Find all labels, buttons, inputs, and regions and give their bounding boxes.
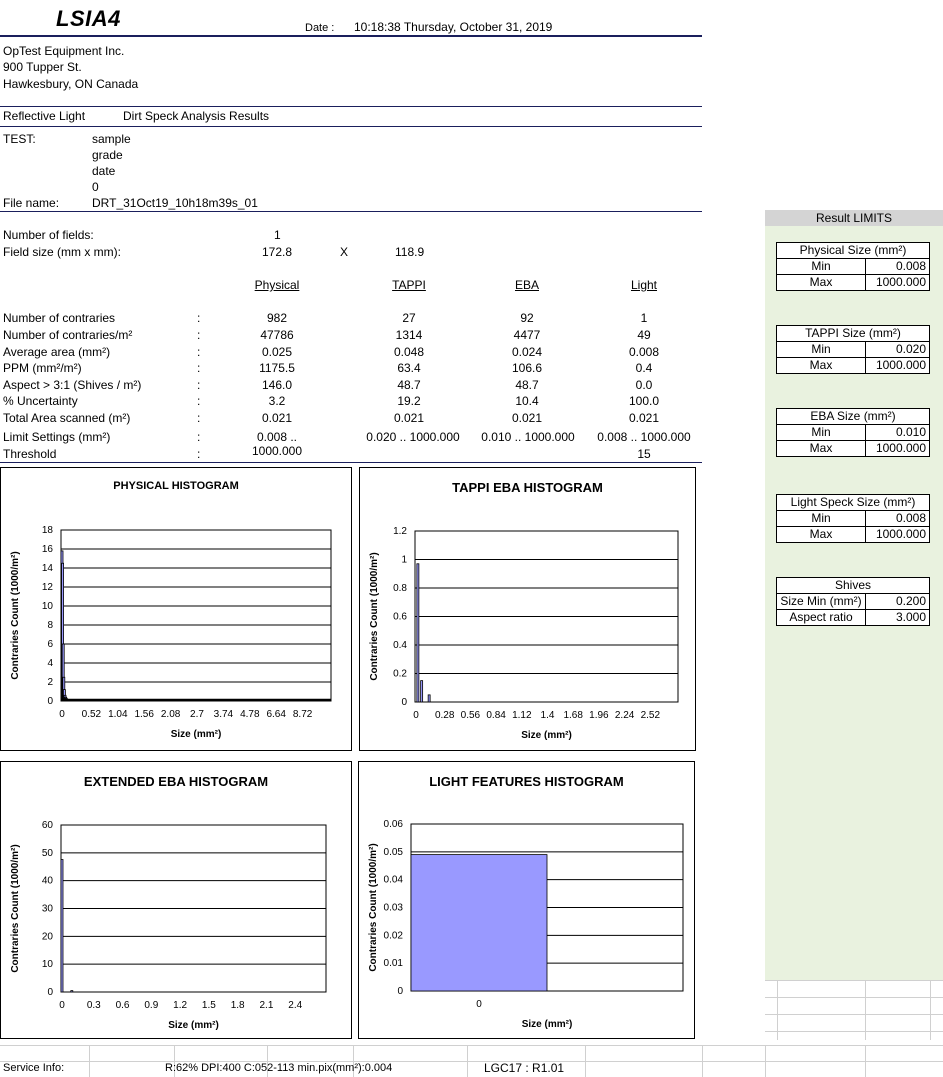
limit-label: Min bbox=[777, 425, 866, 441]
x-tick-label: 2.24 bbox=[614, 710, 635, 721]
y-tick-label: 0 bbox=[401, 697, 407, 708]
histogram-bar bbox=[411, 855, 547, 991]
test-label: TEST: bbox=[3, 132, 36, 146]
x-axis-label: Size (mm²) bbox=[521, 1019, 573, 1030]
x-tick-label: 4.78 bbox=[240, 709, 260, 720]
result-row-label: % Uncertainty bbox=[3, 394, 78, 408]
x-tick-label: 0 bbox=[413, 710, 419, 721]
light-features-histogram bbox=[359, 762, 694, 1038]
field-size-x: X bbox=[340, 245, 349, 259]
result-value: 63.4 bbox=[397, 361, 421, 375]
limit-value[interactable]: 1000.000 bbox=[866, 275, 930, 291]
result-value: 49 bbox=[637, 328, 651, 342]
test-rule bbox=[0, 211, 702, 212]
result-value: 0.008 .. 1000.000 bbox=[597, 430, 691, 444]
spreadsheet-grid bbox=[765, 980, 943, 1040]
y-tick-label: 0 bbox=[47, 987, 53, 998]
date-label: Date : bbox=[305, 22, 335, 34]
light-speck-size-limits bbox=[776, 494, 930, 543]
limit-table-head: TAPPI Size (mm²) bbox=[777, 326, 930, 342]
result-value: 0.025 bbox=[261, 345, 293, 359]
x-tick-label: 0.84 bbox=[486, 710, 506, 721]
x-tick-label: 1.68 bbox=[563, 710, 583, 721]
y-tick-label: 1 bbox=[401, 554, 407, 566]
x-tick-label: 0 bbox=[476, 999, 482, 1010]
x-tick-label: 0 bbox=[59, 1000, 65, 1011]
limit-table-head: EBA Size (mm²) bbox=[777, 409, 930, 425]
chart-title: EXTENDED EBA HISTOGRAM bbox=[83, 774, 269, 789]
test-line: grade bbox=[92, 148, 123, 162]
limit-label: Max bbox=[777, 527, 866, 543]
col-header-tappi: TAPPI bbox=[392, 278, 426, 292]
y-tick-label: 16 bbox=[41, 544, 53, 555]
histogram-bar bbox=[61, 860, 63, 992]
physical-histogram bbox=[1, 468, 351, 750]
physical-histogram-panel bbox=[0, 467, 352, 751]
results-rule bbox=[0, 462, 702, 463]
y-tick-label: 12 bbox=[41, 582, 53, 593]
light-mode: Reflective Light bbox=[3, 109, 86, 123]
result-row-colon: : bbox=[197, 345, 201, 359]
histogram-bar bbox=[428, 695, 430, 702]
histogram-bar bbox=[71, 991, 73, 992]
limit-table-head: Shives bbox=[777, 578, 930, 594]
x-tick-label: 0.9 bbox=[144, 1000, 159, 1011]
y-tick-label: 0.01 bbox=[383, 958, 403, 970]
x-tick-label: 1.96 bbox=[589, 710, 609, 721]
result-limits-panel bbox=[765, 210, 943, 980]
field-size-height: 118.9 bbox=[395, 245, 425, 259]
result-value: 146.0 bbox=[261, 378, 293, 392]
result-row-colon: : bbox=[197, 411, 201, 425]
chart-title: PHYSICAL HISTOGRAM bbox=[113, 480, 239, 492]
x-tick-label: 0.56 bbox=[460, 710, 481, 721]
y-tick-label: 10 bbox=[41, 959, 53, 971]
result-row-colon: : bbox=[197, 430, 201, 444]
limit-label: Aspect ratio bbox=[777, 610, 866, 626]
service-info-label: Service Info: bbox=[3, 1062, 65, 1074]
result-value: 48.7 bbox=[397, 378, 421, 392]
x-tick-label: 1.56 bbox=[134, 709, 154, 720]
limit-value[interactable]: 0.008 bbox=[866, 511, 930, 527]
plot-frame bbox=[61, 530, 331, 701]
result-row-label: Average area (mm²) bbox=[3, 345, 111, 359]
y-tick-label: 18 bbox=[41, 525, 53, 536]
result-value: 0.4 bbox=[635, 361, 653, 375]
result-value: 0.020 .. 1000.000 bbox=[366, 430, 460, 444]
result-row-colon: : bbox=[197, 394, 201, 408]
histogram-bar bbox=[421, 681, 423, 702]
tappi-eba-histogram bbox=[360, 468, 695, 750]
extended-eba-histogram-panel bbox=[0, 761, 352, 1039]
result-value: 0.010 .. 1000.000 bbox=[481, 430, 575, 444]
result-row-label: Number of contraries/m² bbox=[3, 328, 133, 342]
y-tick-label: 0.06 bbox=[383, 819, 403, 830]
chart-title: LIGHT FEATURES HISTOGRAM bbox=[429, 774, 624, 789]
x-tick-label: 1.12 bbox=[512, 710, 532, 721]
header-rule bbox=[0, 35, 702, 37]
x-tick-label: 1.04 bbox=[108, 709, 128, 720]
result-row-label: Limit Settings (mm²) bbox=[3, 430, 111, 444]
y-tick-label: 0.04 bbox=[383, 874, 403, 886]
result-value: 106.6 bbox=[511, 361, 543, 375]
limit-label: Min bbox=[777, 511, 866, 527]
result-value: 3.2 bbox=[268, 394, 286, 408]
limit-value[interactable]: 0.200 bbox=[866, 594, 930, 610]
x-tick-label: 0 bbox=[59, 709, 65, 720]
y-tick-label: 0.05 bbox=[383, 846, 403, 858]
limit-label: Min bbox=[777, 342, 866, 358]
y-tick-label: 0.2 bbox=[393, 668, 407, 680]
footer-grid bbox=[0, 1045, 943, 1077]
result-row-label: Threshold bbox=[3, 447, 57, 461]
x-tick-label: 1.2 bbox=[173, 1000, 188, 1011]
result-row-colon: : bbox=[197, 378, 201, 392]
result-value: 47786 bbox=[260, 328, 294, 342]
field-size-label: Field size (mm x mm): bbox=[3, 245, 121, 259]
x-tick-label: 0.28 bbox=[434, 710, 455, 721]
y-tick-label: 0 bbox=[47, 696, 53, 707]
result-value: 982 bbox=[266, 311, 288, 325]
fields-count-label: Number of fields: bbox=[3, 228, 94, 242]
extended-eba-histogram bbox=[1, 762, 351, 1038]
y-tick-label: 20 bbox=[41, 931, 53, 943]
result-value: 1314 bbox=[395, 328, 423, 342]
tappi-eba-histogram-panel bbox=[359, 467, 696, 751]
limit-value[interactable]: 0.020 bbox=[866, 342, 930, 358]
result-limits-title: Result LIMITS bbox=[765, 210, 943, 226]
result-row-label: Total Area scanned (m²) bbox=[3, 411, 131, 425]
result-value: 1175.5 bbox=[259, 361, 295, 375]
y-tick-label: 2 bbox=[47, 677, 53, 688]
limit-table-head: Physical Size (mm²) bbox=[777, 243, 930, 259]
y-tick-label: 0 bbox=[397, 986, 403, 997]
x-axis-label: Size (mm²) bbox=[521, 730, 572, 741]
x-axis-label: Size (mm²) bbox=[168, 1020, 219, 1031]
y-tick-label: 14 bbox=[41, 563, 53, 574]
result-value: 0.021 bbox=[261, 411, 293, 425]
result-value: 0.008 .. 1000.000 bbox=[251, 430, 303, 458]
result-value: 0.024 bbox=[511, 345, 543, 359]
x-tick-label: 0.6 bbox=[115, 1000, 130, 1011]
x-tick-label: 8.72 bbox=[292, 709, 313, 720]
result-row-colon: : bbox=[197, 361, 201, 375]
tappi-size-limits bbox=[776, 325, 930, 374]
service-info-value: R:62% DPI:400 C:052-113 min.pix(mm²):0.004 bbox=[165, 1062, 393, 1074]
result-value: 48.7 bbox=[515, 378, 539, 392]
test-line: 0 bbox=[92, 180, 99, 194]
limit-label: Max bbox=[777, 358, 866, 374]
result-value: 27 bbox=[402, 311, 416, 325]
limit-value[interactable]: 3.000 bbox=[866, 610, 930, 626]
eba-size-limits bbox=[776, 408, 930, 457]
file-name-label: File name: bbox=[3, 196, 60, 210]
col-header-light: Light bbox=[630, 278, 658, 292]
result-value: 19.2 bbox=[397, 394, 421, 408]
shives-limits bbox=[776, 577, 930, 626]
physical-size-limits bbox=[776, 242, 930, 291]
chart-title: TAPPI EBA HISTOGRAM bbox=[452, 480, 603, 495]
y-tick-label: 0.8 bbox=[393, 583, 407, 594]
result-value: 0.0 bbox=[635, 378, 653, 392]
result-value: 0.048 bbox=[393, 345, 425, 359]
field-size-width: 172.8 bbox=[262, 245, 293, 259]
y-tick-label: 0.03 bbox=[383, 902, 403, 914]
limit-value[interactable]: 0.008 bbox=[866, 259, 930, 275]
y-axis-label: Contraries Count (1000/m²) bbox=[10, 551, 21, 680]
fields-count-value: 1 bbox=[274, 228, 281, 242]
col-header-physical: Physical bbox=[254, 278, 300, 292]
y-tick-label: 1.2 bbox=[393, 526, 407, 537]
result-value: 10.4 bbox=[515, 394, 539, 408]
x-tick-label: 2.4 bbox=[288, 1000, 303, 1011]
y-axis-label: Contraries Count (1000/m²) bbox=[368, 843, 379, 972]
result-value: 15 bbox=[637, 447, 651, 461]
y-tick-label: 50 bbox=[41, 847, 53, 859]
section-rule-top bbox=[0, 106, 702, 107]
histogram-bar bbox=[417, 564, 419, 702]
company-street: 900 Tupper St. bbox=[3, 60, 82, 74]
result-row-colon: : bbox=[197, 447, 201, 461]
y-tick-label: 10 bbox=[41, 601, 53, 612]
y-tick-label: 0.4 bbox=[393, 640, 407, 651]
y-tick-label: 8 bbox=[47, 620, 53, 631]
result-value: 1 bbox=[640, 311, 648, 325]
result-value: 100.0 bbox=[628, 394, 660, 408]
section-heading: Dirt Speck Analysis Results bbox=[123, 109, 270, 123]
result-row-colon: : bbox=[197, 311, 201, 325]
report-title: LSIA4 bbox=[56, 6, 121, 31]
x-tick-label: 0.52 bbox=[81, 709, 102, 720]
y-tick-label: 60 bbox=[41, 820, 53, 831]
x-tick-label: 1.8 bbox=[230, 1000, 245, 1011]
result-value: 0.021 bbox=[511, 411, 543, 425]
section-rule-bottom bbox=[0, 126, 702, 127]
limit-value[interactable]: 1000.000 bbox=[866, 441, 930, 457]
result-row-label: PPM (mm²/m²) bbox=[3, 361, 82, 375]
x-tick-label: 0.3 bbox=[86, 1000, 101, 1011]
limit-value[interactable]: 1000.000 bbox=[866, 527, 930, 543]
y-axis-label: Contraries Count (1000/m²) bbox=[10, 844, 21, 973]
y-tick-label: 30 bbox=[41, 903, 53, 915]
limit-label: Min bbox=[777, 259, 866, 275]
date-value: 10:18:38 Thursday, October 31, 2019 bbox=[354, 20, 553, 34]
limit-label: Max bbox=[777, 275, 866, 291]
result-value: 0.008 bbox=[628, 345, 660, 359]
limit-value[interactable]: 0.010 bbox=[866, 425, 930, 441]
result-row-label: Number of contraries bbox=[3, 311, 116, 325]
limit-table-head: Light Speck Size (mm²) bbox=[777, 495, 930, 511]
limit-value[interactable]: 1000.000 bbox=[866, 358, 930, 374]
y-axis-label: Contraries Count (1000/m²) bbox=[369, 552, 380, 681]
x-tick-label: 2.08 bbox=[160, 709, 181, 720]
test-line: date bbox=[92, 164, 116, 178]
col-header-eba: EBA bbox=[514, 278, 539, 292]
light-features-histogram-panel bbox=[358, 761, 695, 1039]
result-value: 4477 bbox=[513, 328, 541, 342]
x-tick-label: 1.4 bbox=[540, 710, 555, 721]
x-tick-label: 6.64 bbox=[266, 709, 286, 720]
company-name: OpTest Equipment Inc. bbox=[3, 44, 125, 58]
result-value: 0.021 bbox=[628, 411, 660, 425]
x-tick-label: 2.7 bbox=[190, 709, 204, 720]
result-row-colon: : bbox=[197, 328, 201, 342]
x-tick-label: 2.1 bbox=[259, 1000, 274, 1011]
x-tick-label: 3.74 bbox=[213, 709, 234, 720]
result-row-label: Aspect > 3:1 (Shives / m²) bbox=[3, 378, 142, 392]
y-tick-label: 4 bbox=[47, 658, 53, 669]
software-version: LGC17 : R1.01 bbox=[484, 1061, 565, 1075]
y-tick-label: 40 bbox=[41, 875, 53, 887]
x-tick-label: 2.52 bbox=[640, 710, 661, 721]
y-tick-label: 0.02 bbox=[383, 930, 403, 942]
test-line: sample bbox=[92, 132, 131, 146]
result-value: 92 bbox=[520, 311, 534, 325]
x-axis-label: Size (mm²) bbox=[170, 729, 222, 740]
file-name-value: DRT_31Oct19_10h18m39s_01 bbox=[92, 196, 258, 210]
y-tick-label: 0.6 bbox=[393, 611, 407, 623]
x-tick-label: 1.5 bbox=[201, 1000, 216, 1011]
result-value: 0.021 bbox=[393, 411, 425, 425]
limit-label: Size Min (mm²) bbox=[777, 594, 866, 610]
company-city: Hawkesbury, ON Canada bbox=[3, 77, 139, 91]
y-tick-label: 6 bbox=[47, 639, 53, 650]
limit-label: Max bbox=[777, 441, 866, 457]
